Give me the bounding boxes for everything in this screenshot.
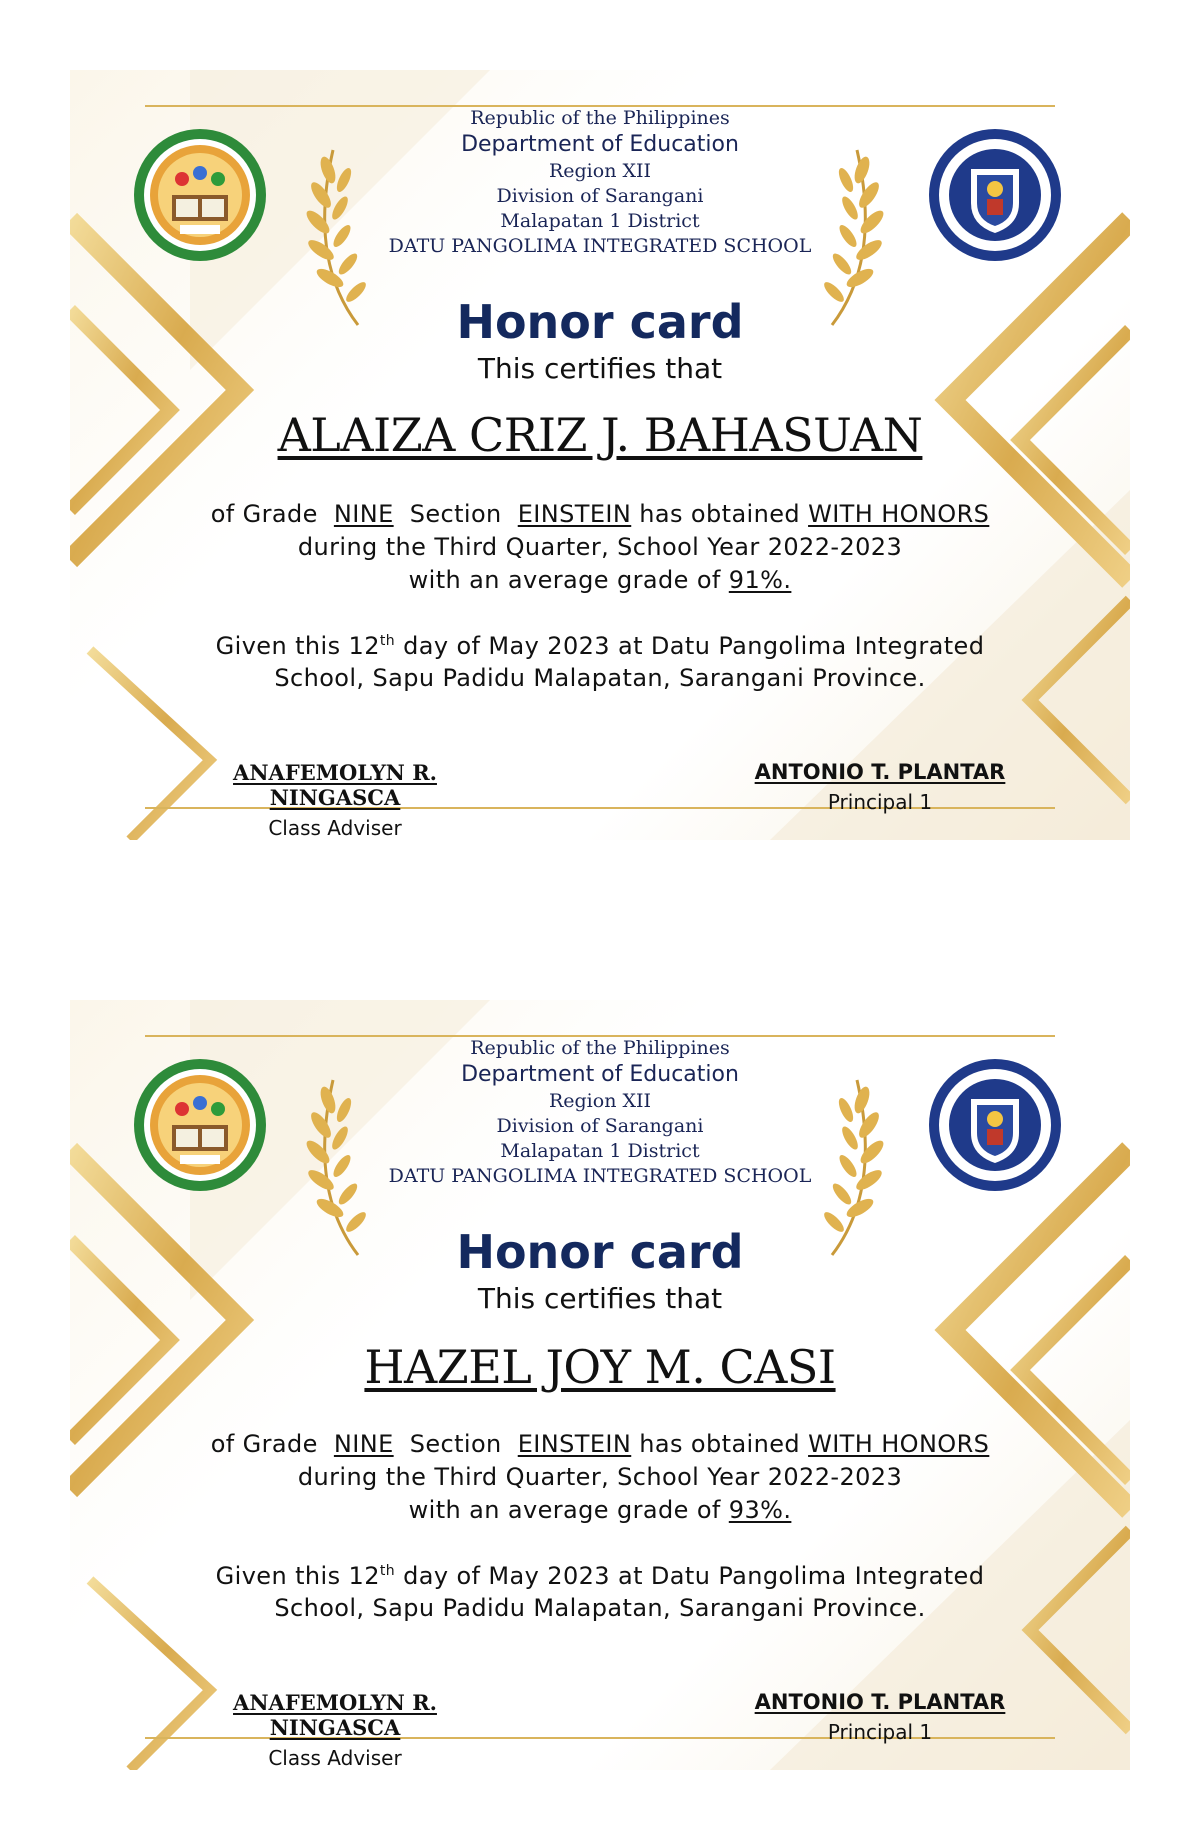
award-statement [130, 498, 1070, 597]
of-grade-label: of Grade [210, 500, 318, 528]
given-location: School, Sapu Padidu Malapatan, Sarangani Province. [274, 664, 926, 692]
header-school-name: DATU PANGOLIMA INTEGRATED SCHOOL [388, 235, 812, 257]
section-label: Section [409, 1430, 502, 1458]
deped-seal-icon [925, 1055, 1065, 1195]
header-department: Department of Education [461, 1062, 739, 1087]
letterhead [300, 106, 900, 259]
honor-card [70, 70, 1130, 840]
certifies-text: This certifies that [477, 1282, 723, 1315]
average-label: with an average grade of [408, 566, 721, 594]
header-department: Department of Education [461, 132, 739, 157]
given-prefix: Given this 12 [215, 632, 380, 660]
honor-value: WITH HONORS [808, 1430, 990, 1458]
principal-name: ANTONIO T. PLANTAR [754, 760, 1006, 784]
grade-value: NINE [333, 1430, 394, 1458]
honor-card [70, 1000, 1130, 1770]
average-value: 93%. [728, 1496, 792, 1524]
award-statement [130, 1428, 1070, 1527]
card-title: Honor card [456, 295, 744, 349]
header-republic: Republic of the Philippines [470, 1037, 730, 1059]
adviser-name: ANAFEMOLYN R. NINGASCA [233, 1690, 437, 1740]
section-value: EINSTEIN [517, 1430, 632, 1458]
header-school-name: DATU PANGOLIMA INTEGRATED SCHOOL [388, 1165, 812, 1187]
given-prefix: Given this 12 [215, 1562, 380, 1590]
quarter-line: during the Third Quarter, School Year 2022-2023 [297, 533, 903, 561]
header-district: Malapatan 1 District [500, 210, 700, 232]
header-division: Division of Sarangani [496, 185, 704, 207]
given-ordinal: th [379, 1563, 396, 1579]
section-value: EINSTEIN [517, 500, 632, 528]
adviser-name: ANAFEMOLYN R. NINGASCA [233, 760, 437, 810]
has-obtained-label: has obtained [639, 1430, 801, 1458]
section-label: Section [409, 500, 502, 528]
given-statement [130, 1555, 1070, 1624]
average-value: 91%. [728, 566, 792, 594]
grade-value: NINE [333, 500, 394, 528]
school-seal-icon [130, 125, 270, 265]
deped-seal-icon [925, 125, 1065, 265]
average-label: with an average grade of [408, 1496, 721, 1524]
principal-role: Principal 1 [827, 790, 933, 814]
header-district: Malapatan 1 District [500, 1140, 700, 1162]
student-name: ALAIZA CRIZ J. BAHASUAN [277, 408, 923, 462]
header-region: Region XII [548, 1090, 652, 1112]
header-division: Division of Sarangani [496, 1115, 704, 1137]
adviser-role: Class Adviser [268, 816, 402, 840]
principal-role: Principal 1 [827, 1720, 933, 1744]
card-title: Honor card [456, 1225, 744, 1279]
principal-signature [720, 1690, 1040, 1744]
given-location: School, Sapu Padidu Malapatan, Sarangani Province. [274, 1594, 926, 1622]
letterhead [300, 1036, 900, 1189]
adviser-signature [170, 760, 500, 840]
has-obtained-label: has obtained [639, 500, 801, 528]
given-rest: day of May 2023 at Datu Pangolima Integrated [403, 632, 985, 660]
given-statement [130, 625, 1070, 694]
given-ordinal: th [379, 633, 396, 649]
adviser-signature [170, 1690, 500, 1770]
header-republic: Republic of the Philippines [470, 107, 730, 129]
adviser-role: Class Adviser [268, 1746, 402, 1770]
honor-value: WITH HONORS [808, 500, 990, 528]
certifies-text: This certifies that [477, 352, 723, 385]
student-name: HAZEL JOY M. CASI [364, 1340, 836, 1394]
given-rest: day of May 2023 at Datu Pangolima Integrated [403, 1562, 985, 1590]
of-grade-label: of Grade [210, 1430, 318, 1458]
quarter-line: during the Third Quarter, School Year 2022-2023 [297, 1463, 903, 1491]
school-seal-icon [130, 1055, 270, 1195]
principal-name: ANTONIO T. PLANTAR [754, 1690, 1006, 1714]
header-region: Region XII [548, 160, 652, 182]
principal-signature [720, 760, 1040, 814]
